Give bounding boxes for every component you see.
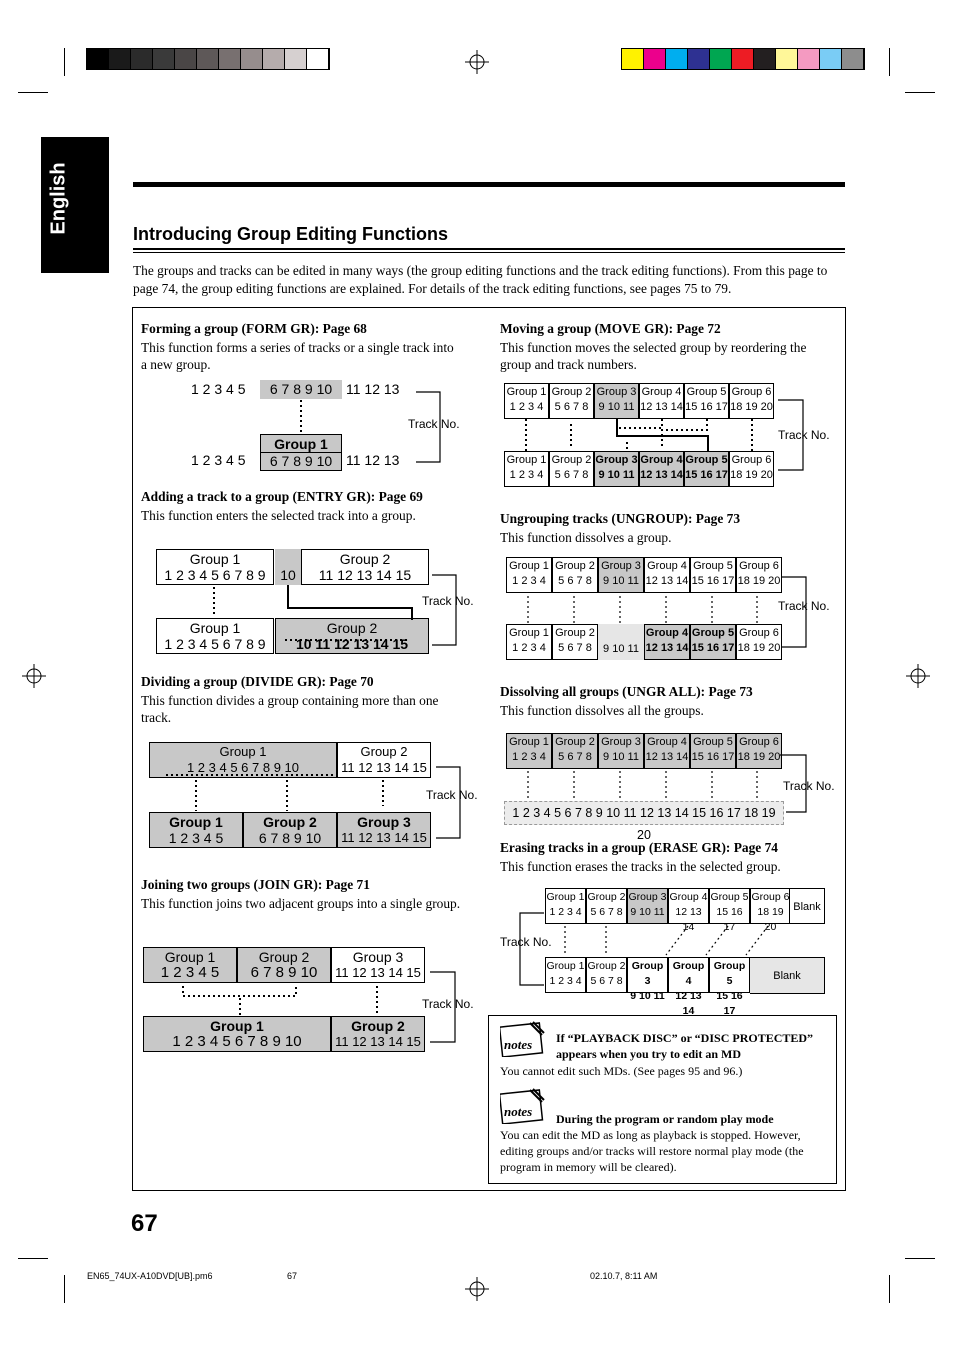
- note2-body: You can edit the MD as long as playback is stopped. However, editing groups and/or tracks will restore normal play mode (the program in memory will be cleared).: [500, 1128, 804, 1174]
- group-box: Group 4 12 13 14: [644, 733, 690, 769]
- join-bot-group2: Group 2 11 12 13 14 15: [331, 1016, 425, 1052]
- footer-date: 02.10.7, 8:11 AM: [590, 1271, 658, 1281]
- divide-top-group2: Group 2 11 12 13 14 15: [337, 742, 431, 778]
- group-box: Group 2 5 6 7 8: [552, 733, 598, 769]
- group-box: Group 1 1 2 3 4: [545, 888, 586, 924]
- entry-bot-group2: Group 2 10 11 12 13 14 15: [275, 618, 429, 654]
- notes-icon: [500, 1088, 546, 1124]
- group-box: Group 5 15 16 17: [684, 383, 729, 419]
- form-bot-tracks-c: 11 12 13: [346, 452, 400, 468]
- join-top-group2: Group 2 6 7 8 9 10: [237, 947, 331, 983]
- erase-bot-blank: Blank: [750, 957, 825, 994]
- footer-page: 67: [287, 1271, 298, 1281]
- note1-heading: If “PLAYBACK DISC” or “DISC PROTECTED” appears when you try to edit an MD: [556, 1031, 814, 1061]
- divide-top-group1: Group 1 1 2 3 4 5 6 7 8 9 10: [149, 742, 337, 778]
- footer-filename: EN65_74UX-A10DVD[UB].pm6: [87, 1271, 213, 1281]
- group-box: Group 3 9 10 11: [627, 957, 668, 993]
- group-box: Group 6 18 19 20: [736, 733, 782, 769]
- track-no-label: Track No.: [408, 417, 460, 431]
- group-box: Group 5 15 16 17: [690, 624, 736, 660]
- track-no-label: Track No.: [500, 935, 552, 949]
- group-box: Group 6 18 19 20: [736, 624, 782, 660]
- group-box: Group 1 1 2 3 4: [506, 557, 552, 593]
- track-no-label: Track No.: [778, 428, 830, 442]
- entry-bot-group1: Group 1 1 2 3 4 5 6 7 8 9: [156, 618, 274, 654]
- group-box: Group 3 9 10 11: [627, 888, 668, 924]
- entry-top-group2: Group 2 11 12 13 14 15: [301, 549, 429, 585]
- ungr-all-tracks: 1 2 3 4 5 6 7 8 9 10 11 12 13 14 15 16 17 18 19 20: [504, 801, 784, 825]
- group-box: Group 5 15 16 17: [709, 957, 750, 993]
- group-box: Group 6 18 19 20: [750, 888, 791, 924]
- divide-bot-group1: Group 1 1 2 3 4 5: [149, 812, 243, 848]
- erase-body: This function erases the tracks in the selected group.: [500, 859, 781, 874]
- group-box: 9 10 11: [598, 624, 644, 660]
- svg-text:notes: notes: [504, 1104, 533, 1119]
- divide-bot-group2: Group 2 6 7 8 9 10: [243, 812, 337, 848]
- notes-icon: [500, 1021, 546, 1057]
- form-top-tracks-a: 1 2 3 4 5: [191, 381, 246, 397]
- group-box: Group 5 15 16 17: [684, 451, 729, 487]
- form-top-selected: 6 7 8 9 10: [260, 380, 342, 399]
- form-bot-tracks-a: 1 2 3 4 5: [191, 452, 246, 468]
- form-top-tracks-c: 11 12 13: [346, 381, 400, 397]
- group-box: Group 5 15 16 17: [690, 733, 736, 769]
- erase-top-blank: Blank: [789, 888, 825, 924]
- group-box: Group 1 1 2 3 4: [504, 451, 549, 487]
- svg-text:notes: notes: [504, 1037, 533, 1052]
- intro-paragraph: The groups and tracks can be edited in many ways (the group editing functions and the track editing functions). From this page to page 74, the group editing functions are explained. For details of the track editing functions, see pages 75 to 79.: [133, 263, 828, 296]
- group-box: Group 2 5 6 7 8: [586, 957, 627, 993]
- group-box: Group 2 5 6 7 8: [552, 557, 598, 593]
- join-body: This function joins two adjacent groups into a single group.: [141, 896, 461, 911]
- group-box: Group 5 15 16 17: [709, 888, 750, 924]
- group-box: Group 4 12 13 14: [668, 957, 709, 993]
- join-bot-group1: Group 1 1 2 3 4 5 6 7 8 9 10: [143, 1016, 331, 1052]
- track-no-label: Track No.: [778, 599, 830, 613]
- move-heading: Moving a group (MOVE GR): Page 72: [500, 321, 721, 336]
- entry-track-10: 10: [275, 549, 301, 585]
- divide-heading: Dividing a group (DIVIDE GR): Page 70: [141, 674, 374, 689]
- page-title: Introducing Group Editing Functions: [133, 224, 448, 244]
- form-bot-selected: 6 7 8 9 10: [260, 452, 342, 471]
- note2-heading: During the program or random play mode: [556, 1112, 774, 1126]
- group-box: Group 4 12 13 14: [668, 888, 709, 924]
- group-box: Group 3 9 10 11: [594, 451, 639, 487]
- move-body: This function moves the selected group by reordering the group and track numbers.: [500, 340, 807, 372]
- group-box: Group 3 9 10 11: [598, 557, 644, 593]
- group-box: Group 2 5 6 7 8: [586, 888, 627, 924]
- language-tab-label: English: [47, 162, 70, 235]
- ungroup-body: This function dissolves a group.: [500, 530, 672, 545]
- note1-body: You cannot edit such MDs. (See pages 95 and 96.): [500, 1064, 743, 1078]
- group-box: Group 4 12 13 14: [644, 557, 690, 593]
- erase-heading: Erasing tracks in a group (ERASE GR): Page 74: [500, 840, 778, 855]
- join-top-group3: Group 3 11 12 13 14 15: [331, 947, 425, 983]
- group-box: Group 3 9 10 11: [594, 383, 639, 419]
- group-box: Group 1 1 2 3 4: [506, 624, 552, 660]
- group-box: Group 3 9 10 11: [598, 733, 644, 769]
- group-box: Group 5 15 16 17: [690, 557, 736, 593]
- entry-body: This function enters the selected track into a group.: [141, 508, 416, 523]
- ungr-all-heading: Dissolving all groups (UNGR ALL): Page 73: [500, 684, 753, 699]
- track-no-label: Track No.: [783, 779, 835, 793]
- divide-bot-group3: Group 3 11 12 13 14 15: [337, 812, 431, 848]
- page-number: 67: [131, 1210, 158, 1237]
- group-box: Group 2 5 6 7 8: [549, 383, 594, 419]
- group-box: Group 6 18 19 20: [729, 383, 774, 419]
- track-no-label: Track No.: [426, 788, 478, 802]
- divide-body: This function divides a group containing more than one track.: [141, 693, 439, 725]
- form-body: This function forms a series of tracks or a single track into a new group.: [141, 340, 454, 372]
- group-box: Group 4 12 13 14: [644, 624, 690, 660]
- group-box: Group 6 18 19 20: [736, 557, 782, 593]
- entry-heading: Adding a track to a group (ENTRY GR): Page 69: [141, 489, 423, 504]
- group-box: Group 2 5 6 7 8: [552, 624, 598, 660]
- group-box: Group 2 5 6 7 8: [549, 451, 594, 487]
- entry-top-group1: Group 1 1 2 3 4 5 6 7 8 9: [156, 549, 274, 585]
- group-box: Group 6 18 19 20: [729, 451, 774, 487]
- track-no-label: Track No.: [422, 997, 474, 1011]
- group-box: Group 1 1 2 3 4: [506, 733, 552, 769]
- join-top-group1: Group 1 1 2 3 4 5: [143, 947, 237, 983]
- ungroup-heading: Ungrouping tracks (UNGROUP): Page 73: [500, 511, 741, 526]
- track-no-label: Track No.: [422, 594, 474, 608]
- group-box: Group 4 12 13 14: [639, 383, 684, 419]
- form-heading: Forming a group (FORM GR): Page 68: [141, 321, 367, 336]
- group-box: Group 1 1 2 3 4: [504, 383, 549, 419]
- ungr-all-body: This function dissolves all the groups.: [500, 703, 704, 718]
- form-group1-box: Group 1: [260, 434, 342, 454]
- group-box: Group 1 1 2 3 4: [545, 957, 586, 993]
- group-box: Group 4 12 13 14: [639, 451, 684, 487]
- join-heading: Joining two groups (JOIN GR): Page 71: [141, 877, 370, 892]
